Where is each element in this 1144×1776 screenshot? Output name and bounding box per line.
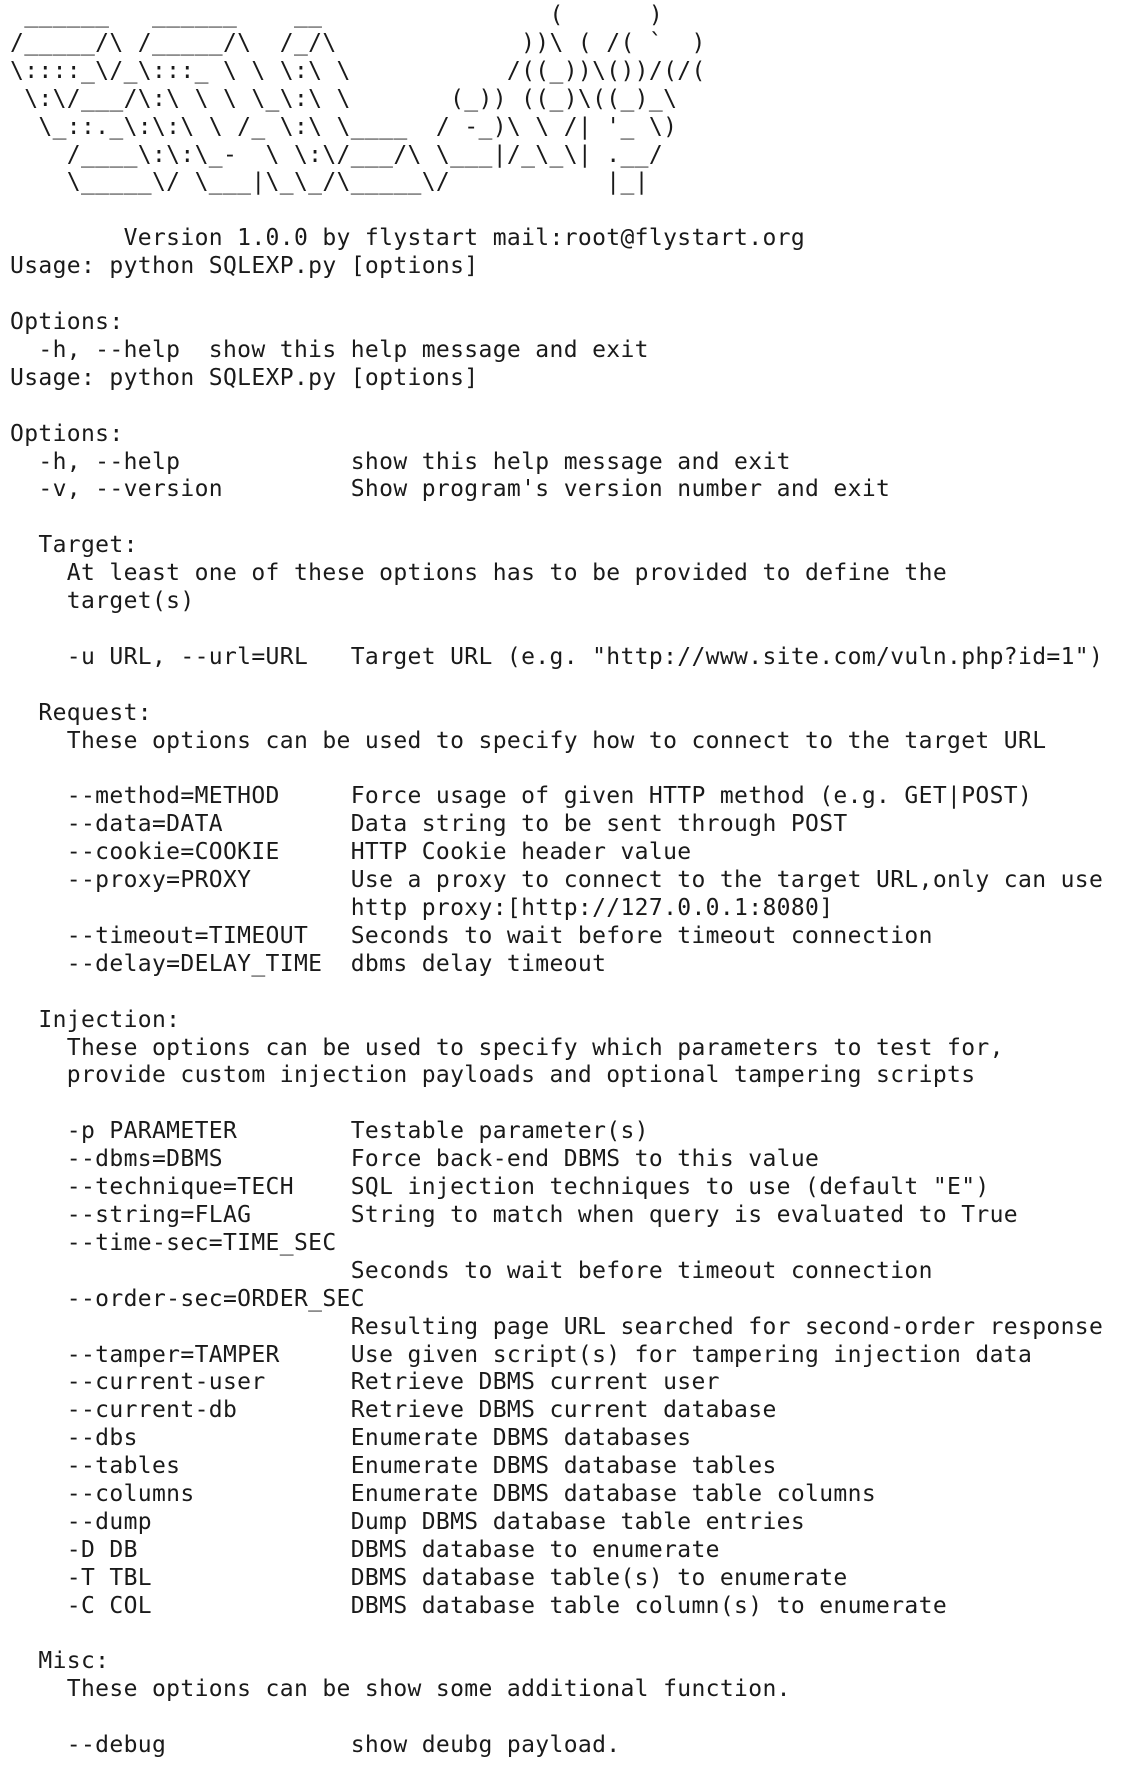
terminal-line: /____\:\:\_- \ \:\/___/\ \___|/_\_\| .__/ bbox=[10, 141, 678, 168]
terminal-line: --dbms=DBMS Force back-end DBMS to this value bbox=[10, 1146, 820, 1173]
terminal-line: -C COL DBMS database table column(s) to enumerate bbox=[10, 1592, 948, 1619]
terminal-line: -h, --help show this help message and exit bbox=[10, 336, 649, 363]
terminal-line: \::::_\/_\:::_ \ \ \:\ \ /((_))\())/(/( bbox=[10, 57, 720, 84]
terminal-line: --dump Dump DBMS database table entries bbox=[10, 1508, 806, 1535]
terminal-line: Usage: python SQLEXP.py [options] bbox=[10, 253, 479, 280]
terminal-line: -p PARAMETER Testable parameter(s) bbox=[10, 1118, 649, 1145]
terminal-line: -D DB DBMS database to enumerate bbox=[10, 1536, 720, 1563]
terminal-line: Resulting page URL searched for second-order response bbox=[10, 1313, 1104, 1340]
terminal-line: --tables Enumerate DBMS database tables bbox=[10, 1453, 777, 1480]
terminal-line: Options: bbox=[10, 308, 124, 335]
terminal-line: --delay=DELAY_TIME dbms delay timeout bbox=[10, 950, 607, 977]
terminal-line: --current-user Retrieve DBMS current user bbox=[10, 1369, 720, 1396]
terminal-line: Request: bbox=[10, 699, 152, 726]
terminal-line: --columns Enumerate DBMS database table columns bbox=[10, 1481, 877, 1508]
terminal-line: --dbs Enumerate DBMS databases bbox=[10, 1425, 692, 1452]
terminal-line: --time-sec=TIME_SEC bbox=[10, 1229, 337, 1256]
terminal-line: --cookie=COOKIE HTTP Cookie header value bbox=[10, 839, 692, 866]
terminal-line: --current-db Retrieve DBMS current database bbox=[10, 1397, 777, 1424]
terminal-line: \_::._\:\:\ \ /_ \:\ \____ / -_)\ \ /| '_ \) bbox=[10, 113, 678, 140]
terminal-line: --string=FLAG String to match when query is evaluated to True bbox=[10, 1201, 1018, 1228]
terminal-line: --order-sec=ORDER_SEC bbox=[10, 1285, 365, 1312]
terminal-line: --data=DATA Data string to be sent through POST bbox=[10, 811, 848, 838]
terminal-line: provide custom injection payloads and optional tampering scripts bbox=[10, 1062, 976, 1089]
terminal-line: -T TBL DBMS database table(s) to enumerate bbox=[10, 1564, 848, 1591]
terminal-line: \:\/___/\:\ \ \ \_\:\ \ (_)) ((_)\((_)_\ bbox=[10, 85, 692, 112]
terminal-line: Seconds to wait before timeout connection bbox=[10, 1257, 933, 1284]
terminal-line: These options can be show some additional function. bbox=[10, 1676, 791, 1703]
terminal-line: -v, --version Show program's version number and exit bbox=[10, 476, 891, 503]
terminal-line: Usage: python SQLEXP.py [options] bbox=[10, 364, 479, 391]
terminal-line: \_____\/ \___|\_\_/\_____\/ |_| bbox=[10, 169, 692, 196]
terminal-output bbox=[10, 2, 1144, 1760]
terminal-line: Version 1.0.0 by flystart mail:root@flystart.org bbox=[10, 225, 806, 252]
terminal-line: Target: bbox=[10, 532, 138, 559]
terminal-line: These options can be used to specify which parameters to test for, bbox=[10, 1034, 1004, 1061]
terminal-line: ______ ______ __ ( ) bbox=[10, 2, 664, 28]
terminal-line: /_____/\ /_____/\ /_/\ ))\ ( /( ` ) bbox=[10, 29, 706, 56]
terminal-line: At least one of these options has to be provided to define the bbox=[10, 560, 948, 587]
terminal-line: Options: bbox=[10, 420, 124, 447]
terminal-line: Injection: bbox=[10, 1006, 181, 1033]
terminal-line: These options can be used to specify how to connect to the target URL bbox=[10, 727, 1047, 754]
terminal-line: --timeout=TIMEOUT Seconds to wait before timeout connection bbox=[10, 922, 933, 949]
terminal-line: http proxy:[http://127.0.0.1:8080] bbox=[10, 895, 834, 921]
terminal-line: --tamper=TAMPER Use given script(s) for tampering injection data bbox=[10, 1341, 1033, 1368]
terminal-line: --proxy=PROXY Use a proxy to connect to the target URL,only can use bbox=[10, 867, 1104, 894]
terminal-line: --method=METHOD Force usage of given HTTP method (e.g. GET|POST) bbox=[10, 783, 1033, 810]
terminal-line: -h, --help show this help message and exit bbox=[10, 448, 791, 475]
terminal-line: -u URL, --url=URL Target URL (e.g. "http://www.site.com/vuln.php?id=1") bbox=[10, 643, 1104, 670]
terminal-line: --debug show deubg payload. bbox=[10, 1732, 621, 1759]
terminal-line: target(s) bbox=[10, 588, 195, 615]
terminal-line: --technique=TECH SQL injection techniques to use (default "E") bbox=[10, 1174, 990, 1201]
terminal-line: Misc: bbox=[10, 1648, 110, 1675]
